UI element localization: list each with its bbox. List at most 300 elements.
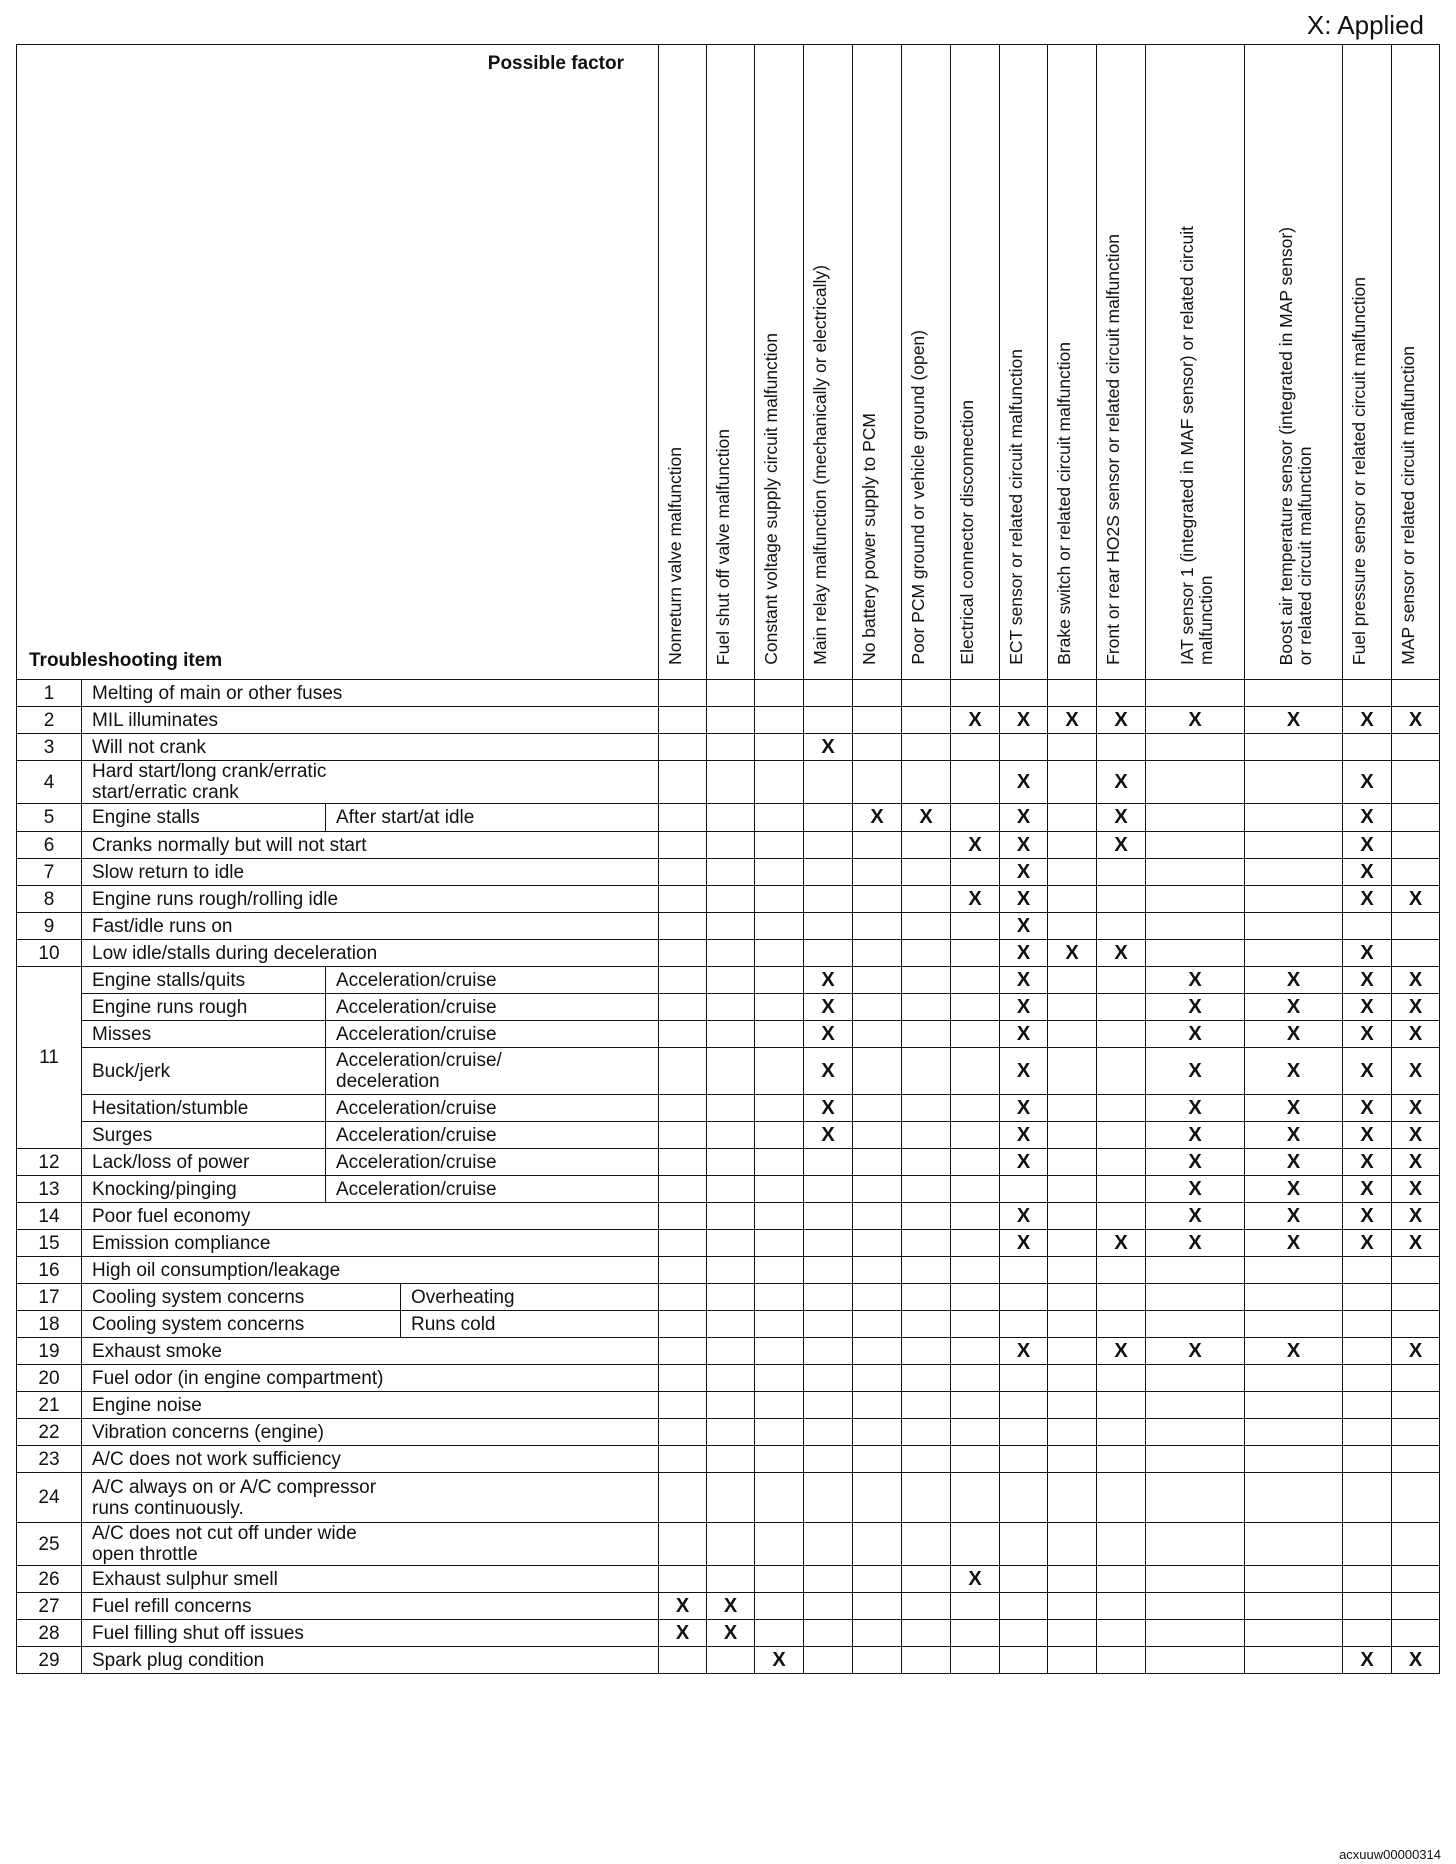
- factor-cell: [707, 994, 755, 1021]
- row-condition: Acceleration/cruise: [326, 994, 659, 1021]
- factor-cell: [951, 1593, 1000, 1620]
- factor-cell: [1392, 859, 1440, 886]
- factor-cell: [1245, 913, 1343, 940]
- factor-cell: [659, 1419, 707, 1446]
- factor-cell: [853, 707, 902, 734]
- factor-cell: [707, 1647, 755, 1674]
- applied-mark: X: [1097, 1230, 1146, 1257]
- factor-cell: [951, 1419, 1000, 1446]
- table-row: [17, 1620, 1440, 1647]
- row-number: 2: [17, 707, 82, 734]
- factor-cell: [1048, 1523, 1097, 1566]
- applied-mark: X: [853, 804, 902, 832]
- factor-label: Boost air temperature sensor (integrated in MAP sensor) or related circuit malfunction: [1275, 226, 1315, 665]
- row-number: 28: [17, 1620, 82, 1647]
- table-row: [17, 940, 1440, 967]
- row-item: Exhaust sulphur smell: [82, 1566, 401, 1593]
- factor-cell: [853, 1149, 902, 1176]
- factor-cell: [1000, 680, 1048, 707]
- factor-cell: [853, 761, 902, 804]
- applied-mark: X: [902, 804, 951, 832]
- factor-cell: [804, 1523, 853, 1566]
- applied-mark: X: [1048, 707, 1097, 734]
- applied-mark: X: [659, 1593, 707, 1620]
- factor-cell: [755, 940, 804, 967]
- factor-cell: [659, 1523, 707, 1566]
- factor-cell: [902, 1338, 951, 1365]
- applied-mark: X: [1343, 886, 1392, 913]
- table-row: [17, 1593, 1440, 1620]
- factor-cell: [804, 1149, 853, 1176]
- factor-cell: [853, 1311, 902, 1338]
- factor-cell: [1146, 1392, 1245, 1419]
- applied-mark: X: [1146, 1230, 1245, 1257]
- applied-mark: X: [1245, 1230, 1343, 1257]
- factor-cell: [902, 1620, 951, 1647]
- factor-cell: [707, 886, 755, 913]
- factor-cell: [804, 1338, 853, 1365]
- factor-cell: [755, 832, 804, 859]
- factor-cell: [1048, 1311, 1097, 1338]
- factor-cell: [659, 859, 707, 886]
- row-number: 23: [17, 1446, 82, 1473]
- row-number: 20: [17, 1365, 82, 1392]
- row-item: Engine runs rough/rolling idle: [82, 886, 401, 913]
- row-spacer: [401, 913, 659, 940]
- applied-mark: X: [1000, 913, 1048, 940]
- applied-mark: X: [1392, 1095, 1440, 1122]
- factor-cell: [755, 859, 804, 886]
- factor-cell: [755, 1122, 804, 1149]
- factor-cell: [755, 1048, 804, 1095]
- factor-cell: [1097, 680, 1146, 707]
- factor-cell: [1048, 680, 1097, 707]
- factor-cell: [755, 1566, 804, 1593]
- factor-cell: [1392, 1473, 1440, 1523]
- factor-label: Fuel shut off valve malfunction: [712, 428, 733, 665]
- applied-mark: X: [1343, 804, 1392, 832]
- table-row: [17, 1095, 1440, 1122]
- factor-cell: [707, 1257, 755, 1284]
- row-condition: Acceleration/cruise: [326, 1176, 659, 1203]
- factor-cell: [804, 1311, 853, 1338]
- factor-cell: [1048, 804, 1097, 832]
- applied-mark: X: [804, 734, 853, 761]
- factor-cell: [1146, 1523, 1245, 1566]
- factor-cell: [853, 859, 902, 886]
- factor-label: MAP sensor or related circuit malfunction: [1397, 346, 1418, 665]
- factor-cell: [853, 1620, 902, 1647]
- factor-cell: [902, 1284, 951, 1311]
- factor-label: Constant voltage supply circuit malfunction: [761, 333, 781, 665]
- factor-cell: [1097, 1365, 1146, 1392]
- row-item: Cooling system concerns: [82, 1284, 401, 1311]
- factor-cell: [707, 734, 755, 761]
- factor-cell: [853, 1566, 902, 1593]
- factor-cell: [951, 1149, 1000, 1176]
- applied-mark: X: [1343, 994, 1392, 1021]
- applied-mark: X: [1146, 1203, 1245, 1230]
- applied-mark: X: [1343, 1021, 1392, 1048]
- factor-cell: [1097, 1149, 1146, 1176]
- row-item: High oil consumption/leakage: [82, 1257, 401, 1284]
- applied-mark: X: [1000, 1230, 1048, 1257]
- factor-cell: [1048, 967, 1097, 994]
- factor-cell: [755, 707, 804, 734]
- factor-cell: [951, 940, 1000, 967]
- factor-cell: [1392, 1620, 1440, 1647]
- factor-cell: [1048, 1230, 1097, 1257]
- factor-cell: [1097, 994, 1146, 1021]
- factor-cell: [902, 1311, 951, 1338]
- factor-cell: [1097, 886, 1146, 913]
- factor-cell: [951, 1620, 1000, 1647]
- factor-cell: [1245, 832, 1343, 859]
- row-number: 11: [17, 967, 82, 1149]
- factor-cell: [804, 804, 853, 832]
- applied-mark: X: [1245, 1203, 1343, 1230]
- factor-cell: [1146, 1566, 1245, 1593]
- factor-cell: [1048, 1021, 1097, 1048]
- possible-factor-label: Possible factor: [487, 53, 624, 74]
- factor-cell: [1146, 1284, 1245, 1311]
- factor-cell: [1097, 1311, 1146, 1338]
- factor-cell: [707, 1021, 755, 1048]
- troubleshooting-matrix: [16, 44, 1440, 1674]
- table-row: [17, 707, 1440, 734]
- factor-cell: [951, 1048, 1000, 1095]
- factor-header: [902, 45, 951, 680]
- row-item: Cranks normally but will not start: [82, 832, 401, 859]
- applied-mark: X: [1097, 761, 1146, 804]
- factor-cell: [1245, 1566, 1343, 1593]
- factor-cell: [853, 1176, 902, 1203]
- factor-cell: [659, 1048, 707, 1095]
- factor-cell: [951, 1284, 1000, 1311]
- factor-cell: [659, 734, 707, 761]
- applied-mark: X: [1392, 1203, 1440, 1230]
- table-row: [17, 967, 1440, 994]
- factor-header: [1048, 45, 1097, 680]
- factor-cell: [1146, 859, 1245, 886]
- factor-cell: [755, 734, 804, 761]
- applied-mark: X: [1392, 1122, 1440, 1149]
- applied-mark: X: [804, 1122, 853, 1149]
- factor-cell: [1097, 1048, 1146, 1095]
- factor-cell: [1097, 1523, 1146, 1566]
- row-number: 26: [17, 1566, 82, 1593]
- applied-mark: X: [1343, 1149, 1392, 1176]
- row-number: 3: [17, 734, 82, 761]
- applied-mark: X: [1343, 1176, 1392, 1203]
- factor-cell: [1048, 761, 1097, 804]
- factor-cell: [1343, 1593, 1392, 1620]
- document-code: acxuuw00000314: [1339, 1847, 1441, 1862]
- applied-mark: X: [1000, 967, 1048, 994]
- factor-cell: [707, 1048, 755, 1095]
- factor-cell: [902, 734, 951, 761]
- factor-cell: [1097, 1257, 1146, 1284]
- table-row: [17, 1021, 1440, 1048]
- row-item: Fuel odor (in engine compartment): [82, 1365, 401, 1392]
- factor-cell: [659, 1311, 707, 1338]
- factor-cell: [804, 1230, 853, 1257]
- applied-mark: X: [1000, 994, 1048, 1021]
- factor-cell: [853, 913, 902, 940]
- row-spacer: [401, 1647, 659, 1674]
- row-spacer: [401, 886, 659, 913]
- factor-cell: [804, 1566, 853, 1593]
- applied-mark: X: [1392, 1149, 1440, 1176]
- factor-cell: [853, 1021, 902, 1048]
- factor-cell: [1392, 1284, 1440, 1311]
- factor-cell: [1245, 734, 1343, 761]
- row-number: 29: [17, 1647, 82, 1674]
- applied-mark: X: [1000, 940, 1048, 967]
- factor-cell: [1392, 1311, 1440, 1338]
- factor-cell: [755, 1149, 804, 1176]
- factor-cell: [1392, 804, 1440, 832]
- table-row: [17, 1311, 1440, 1338]
- factor-cell: [755, 913, 804, 940]
- factor-cell: [659, 680, 707, 707]
- row-item: Engine noise: [82, 1392, 401, 1419]
- factor-cell: [1000, 1473, 1048, 1523]
- applied-mark: X: [1245, 1021, 1343, 1048]
- factor-cell: [1097, 1593, 1146, 1620]
- factor-cell: [1048, 1392, 1097, 1419]
- factor-cell: [804, 1446, 853, 1473]
- row-condition: Acceleration/cruise: [326, 1021, 659, 1048]
- legend: X: Applied: [1306, 10, 1424, 40]
- factor-cell: [707, 1203, 755, 1230]
- factor-label: Nonreturn valve malfunction: [664, 447, 685, 665]
- factor-cell: [951, 1257, 1000, 1284]
- factor-cell: [755, 1392, 804, 1419]
- factor-cell: [659, 832, 707, 859]
- row-item: Engine stalls: [82, 804, 326, 832]
- factor-cell: [804, 1257, 853, 1284]
- row-item: Buck/jerk: [82, 1048, 326, 1095]
- factor-cell: [659, 940, 707, 967]
- factor-header: [951, 45, 1000, 680]
- table-row: [17, 994, 1440, 1021]
- factor-cell: [951, 1392, 1000, 1419]
- row-spacer: [401, 1593, 659, 1620]
- applied-mark: X: [1343, 1230, 1392, 1257]
- factor-cell: [951, 994, 1000, 1021]
- factor-cell: [1392, 1593, 1440, 1620]
- factor-cell: [659, 1095, 707, 1122]
- factor-cell: [1097, 1620, 1146, 1647]
- factor-cell: [902, 1392, 951, 1419]
- table-row: [17, 1230, 1440, 1257]
- row-number: 14: [17, 1203, 82, 1230]
- factor-cell: [951, 1176, 1000, 1203]
- factor-cell: [707, 1566, 755, 1593]
- applied-mark: X: [1392, 1647, 1440, 1674]
- factor-cell: [902, 761, 951, 804]
- factor-cell: [1245, 886, 1343, 913]
- factor-cell: [902, 1176, 951, 1203]
- table-row: [17, 1523, 1440, 1566]
- applied-mark: X: [707, 1593, 755, 1620]
- row-item: Engine stalls/quits: [82, 967, 326, 994]
- applied-mark: X: [951, 1566, 1000, 1593]
- factor-cell: [804, 1419, 853, 1446]
- factor-cell: [853, 1446, 902, 1473]
- factor-cell: [951, 1122, 1000, 1149]
- row-item: A/C does not work sufficiency: [82, 1446, 401, 1473]
- factor-cell: [707, 1176, 755, 1203]
- applied-mark: X: [1146, 994, 1245, 1021]
- factor-cell: [1000, 1446, 1048, 1473]
- factor-cell: [1245, 1284, 1343, 1311]
- factor-cell: [1245, 1365, 1343, 1392]
- factor-cell: [707, 1419, 755, 1446]
- row-item: Vibration concerns (engine): [82, 1419, 401, 1446]
- factor-cell: [902, 832, 951, 859]
- table-row: [17, 1176, 1440, 1203]
- factor-cell: [951, 734, 1000, 761]
- row-item: Melting of main or other fuses: [82, 680, 401, 707]
- applied-mark: X: [755, 1647, 804, 1674]
- applied-mark: X: [659, 1620, 707, 1647]
- row-item: A/C does not cut off under wide open throttle: [82, 1523, 401, 1566]
- factor-cell: [902, 1230, 951, 1257]
- applied-mark: X: [1343, 940, 1392, 967]
- factor-cell: [755, 1095, 804, 1122]
- factor-cell: [1000, 1647, 1048, 1674]
- applied-mark: X: [707, 1620, 755, 1647]
- factor-cell: [951, 1647, 1000, 1674]
- factor-cell: [1146, 734, 1245, 761]
- factor-header: [1000, 45, 1048, 680]
- row-number: 13: [17, 1176, 82, 1203]
- row-number: 17: [17, 1284, 82, 1311]
- factor-cell: [1048, 1122, 1097, 1149]
- factor-cell: [1392, 761, 1440, 804]
- factor-cell: [659, 1566, 707, 1593]
- applied-mark: X: [1392, 1021, 1440, 1048]
- factor-cell: [659, 1338, 707, 1365]
- factor-cell: [1048, 1566, 1097, 1593]
- factor-cell: [1097, 1176, 1146, 1203]
- factor-cell: [902, 1593, 951, 1620]
- factor-cell: [902, 1149, 951, 1176]
- factor-cell: [755, 1338, 804, 1365]
- row-number: 12: [17, 1149, 82, 1176]
- factor-cell: [659, 886, 707, 913]
- factor-cell: [902, 1647, 951, 1674]
- factor-cell: [902, 1048, 951, 1095]
- factor-cell: [853, 1647, 902, 1674]
- applied-mark: X: [1343, 859, 1392, 886]
- applied-mark: X: [951, 707, 1000, 734]
- row-item: Hard start/long crank/erratic start/erratic crank: [82, 761, 401, 804]
- factor-cell: [1097, 1647, 1146, 1674]
- factor-cell: [1146, 680, 1245, 707]
- factor-cell: [1146, 1620, 1245, 1647]
- row-spacer: [401, 1203, 659, 1230]
- row-item: Spark plug condition: [82, 1647, 401, 1674]
- applied-mark: X: [804, 967, 853, 994]
- factor-cell: [853, 1523, 902, 1566]
- factor-cell: [902, 1566, 951, 1593]
- factor-cell: [804, 832, 853, 859]
- factor-cell: [902, 1523, 951, 1566]
- factor-cell: [1146, 1473, 1245, 1523]
- factor-header: [755, 45, 804, 680]
- row-condition: Acceleration/cruise: [326, 1149, 659, 1176]
- factor-cell: [1000, 1419, 1048, 1446]
- factor-cell: [755, 1257, 804, 1284]
- factor-header: [1097, 45, 1146, 680]
- applied-mark: X: [1146, 1149, 1245, 1176]
- factor-cell: [853, 1593, 902, 1620]
- table-row: [17, 734, 1440, 761]
- factor-cell: [951, 859, 1000, 886]
- applied-mark: X: [1343, 1048, 1392, 1095]
- table-row: [17, 1473, 1440, 1523]
- factor-cell: [1392, 1392, 1440, 1419]
- factor-cell: [755, 1593, 804, 1620]
- row-spacer: [401, 1473, 659, 1523]
- factor-cell: [755, 1021, 804, 1048]
- row-number: 19: [17, 1338, 82, 1365]
- row-spacer: [401, 761, 659, 804]
- factor-cell: [755, 1311, 804, 1338]
- factor-label: Poor PCM ground or vehicle ground (open): [908, 330, 928, 665]
- factor-cell: [1000, 1392, 1048, 1419]
- applied-mark: X: [1343, 1203, 1392, 1230]
- row-spacer: [401, 1257, 659, 1284]
- factor-cell: [804, 707, 853, 734]
- factor-cell: [853, 1122, 902, 1149]
- factor-label: Fuel pressure sensor or related circuit malfunction: [1349, 276, 1369, 665]
- factor-header: [1343, 45, 1392, 680]
- applied-mark: X: [1000, 886, 1048, 913]
- factor-cell: [1392, 1419, 1440, 1446]
- row-item: Fuel filling shut off issues: [82, 1620, 401, 1647]
- row-number: 6: [17, 832, 82, 859]
- factor-cell: [707, 859, 755, 886]
- row-item: Knocking/pinging: [82, 1176, 326, 1203]
- row-item: MIL illuminates: [82, 707, 401, 734]
- factor-cell: [1000, 1365, 1048, 1392]
- applied-mark: X: [951, 886, 1000, 913]
- factor-header: [659, 45, 707, 680]
- factor-cell: [1343, 1523, 1392, 1566]
- factor-cell: [951, 1021, 1000, 1048]
- factor-cell: [1048, 832, 1097, 859]
- factor-cell: [707, 707, 755, 734]
- factor-cell: [659, 1149, 707, 1176]
- factor-cell: [853, 1473, 902, 1523]
- applied-mark: X: [1343, 1095, 1392, 1122]
- factor-label: Main relay malfunction (mechanically or electrically): [810, 265, 830, 665]
- factor-cell: [804, 761, 853, 804]
- applied-mark: X: [1245, 994, 1343, 1021]
- factor-cell: [659, 1257, 707, 1284]
- factor-label: Front or rear HO2S sensor or related circuit malfunction: [1103, 234, 1123, 665]
- factor-cell: [1146, 832, 1245, 859]
- factor-cell: [1245, 1473, 1343, 1523]
- factor-cell: [902, 994, 951, 1021]
- factor-cell: [1146, 1311, 1245, 1338]
- row-condition: Acceleration/cruise: [326, 967, 659, 994]
- table-row: [17, 1446, 1440, 1473]
